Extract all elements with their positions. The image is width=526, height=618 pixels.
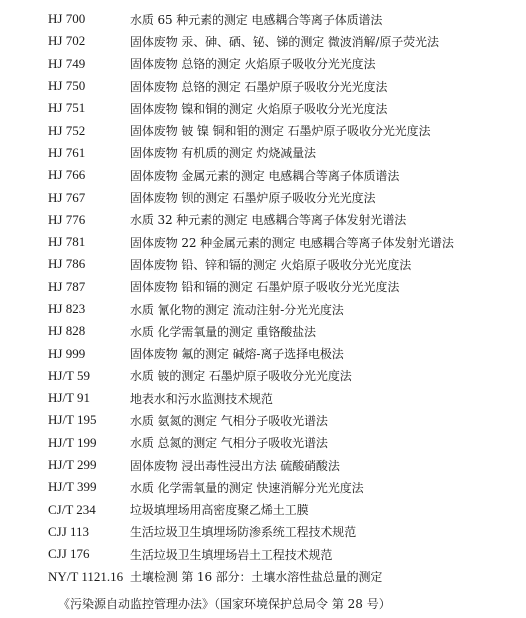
standard-code: HJ/T 199 bbox=[48, 434, 97, 450]
standard-row bbox=[0, 142, 526, 164]
standard-title: 水质 32 种元素的测定 电感耦合等离子体发射光谱法 bbox=[130, 213, 407, 228]
standard-code: CJJ 113 bbox=[48, 523, 90, 539]
standard-row bbox=[0, 231, 526, 253]
standard-row bbox=[0, 30, 526, 52]
standard-row bbox=[0, 543, 526, 565]
standard-row bbox=[0, 276, 526, 298]
standard-row bbox=[0, 432, 526, 454]
standard-code: HJ 828 bbox=[48, 323, 86, 339]
standard-code: CJ/T 234 bbox=[48, 501, 96, 517]
standards-list bbox=[0, 8, 526, 588]
standard-row bbox=[0, 53, 526, 75]
standard-row bbox=[0, 387, 526, 409]
standard-code: HJ/T 195 bbox=[48, 412, 97, 428]
standard-row bbox=[0, 476, 526, 498]
standard-code: HJ/T 59 bbox=[48, 367, 91, 383]
standard-title: 固体废物 镍和铜的测定 火焰原子吸收分光光度法 bbox=[130, 101, 388, 116]
standard-code: HJ/T 399 bbox=[48, 479, 97, 495]
standard-row bbox=[0, 454, 526, 476]
standard-title: 地表水和污水监测技术规范 bbox=[130, 391, 273, 406]
standard-title: 垃圾填埋场用高密度聚乙烯土工膜 bbox=[130, 503, 309, 518]
standard-title: 生活垃圾卫生填埋场防渗系统工程技术规范 bbox=[130, 525, 357, 540]
standard-title: 固体废物 金属元素的测定 电感耦合等离子体质谱法 bbox=[130, 168, 400, 183]
standard-title: 固体废物 铅和镉的测定 石墨炉原子吸收分光光度法 bbox=[130, 280, 400, 295]
standard-code: HJ 776 bbox=[48, 211, 86, 227]
standard-title: 水质 铍的测定 石墨炉原子吸收分光光度法 bbox=[130, 369, 352, 384]
standard-code: HJ 767 bbox=[48, 189, 86, 205]
standard-row bbox=[0, 320, 526, 342]
standard-title: 固体废物 有机质的测定 灼烧减量法 bbox=[130, 146, 316, 161]
standard-title: 固体废物 汞、砷、硒、铋、锑的测定 微波消解/原子荧光法 bbox=[130, 34, 439, 49]
standard-title: 固体废物 钡的测定 石墨炉原子吸收分光光度法 bbox=[130, 191, 376, 206]
standard-code: HJ 781 bbox=[48, 234, 86, 250]
standard-title: 固体废物 总铬的测定 火焰原子吸收分光光度法 bbox=[130, 57, 376, 72]
standard-title: 水质 氰化物的测定 流动注射-分光光度法 bbox=[130, 302, 344, 317]
standard-row bbox=[0, 499, 526, 521]
standard-code: HJ 752 bbox=[48, 122, 86, 138]
standard-code: HJ 750 bbox=[48, 78, 86, 94]
standard-code: CJJ 176 bbox=[48, 546, 90, 562]
standard-title: 固体废物 铍 镍 铜和钼的测定 石墨炉原子吸收分光光度法 bbox=[130, 124, 431, 139]
standard-code: HJ 999 bbox=[48, 345, 86, 361]
standard-title: 固体废物 铅、锌和镉的测定 火焰原子吸收分光光度法 bbox=[130, 257, 412, 272]
standard-row bbox=[0, 97, 526, 119]
standard-code: HJ 702 bbox=[48, 33, 86, 49]
standard-code: HJ 787 bbox=[48, 278, 86, 294]
standard-code: HJ 751 bbox=[48, 100, 86, 116]
standard-code: HJ/T 299 bbox=[48, 457, 97, 473]
standard-row bbox=[0, 8, 526, 30]
standard-row bbox=[0, 298, 526, 320]
standard-row bbox=[0, 75, 526, 97]
footer-regulation-title: 《污染源自动监控管理办法》（国家环境保护总局令 第 28 号） bbox=[58, 597, 391, 611]
standard-row bbox=[0, 253, 526, 275]
standard-row bbox=[0, 186, 526, 208]
standard-title: 水质 化学需氧量的测定 快速消解分光光度法 bbox=[130, 480, 364, 495]
standard-row bbox=[0, 409, 526, 431]
standard-code: HJ 823 bbox=[48, 301, 86, 316]
standard-title: 水质 氨氮的测定 气相分子吸收光谱法 bbox=[130, 413, 328, 428]
standard-code: HJ 700 bbox=[48, 11, 86, 27]
standard-title: 固体废物 浸出毒性浸出方法 硫酸硝酸法 bbox=[130, 458, 340, 473]
standard-title: 水质 化学需氧量的测定 重铬酸盐法 bbox=[130, 324, 316, 339]
standard-row bbox=[0, 521, 526, 543]
standard-title: 水质 总氮的测定 气相分子吸收光谱法 bbox=[130, 436, 328, 451]
standard-code: HJ/T 91 bbox=[48, 390, 91, 406]
standard-code: HJ 766 bbox=[48, 167, 86, 183]
standard-row bbox=[0, 119, 526, 141]
standard-row bbox=[0, 164, 526, 186]
standard-code: HJ 749 bbox=[48, 55, 86, 71]
standard-code: HJ 786 bbox=[48, 256, 86, 272]
standard-title: 土壤检测 第 16 部分：土壤水溶性盐总量的测定 bbox=[130, 570, 383, 585]
standard-title: 生活垃圾卫生填埋场岩土工程技术规范 bbox=[130, 547, 333, 562]
standard-row bbox=[0, 565, 526, 587]
standard-code: NY/T 1121.16 bbox=[48, 568, 124, 584]
standard-row bbox=[0, 365, 526, 387]
standard-title: 固体废物 总铬的测定 石墨炉原子吸收分光光度法 bbox=[130, 79, 388, 94]
standard-row bbox=[0, 342, 526, 364]
standard-title: 水质 65 种元素的测定 电感耦合等离子体质谱法 bbox=[130, 12, 383, 27]
standard-row bbox=[0, 209, 526, 231]
standard-title: 固体废物 氟的测定 碱熔-离子选择电极法 bbox=[130, 347, 344, 362]
standard-title: 固体废物 22 种金属元素的测定 电感耦合等离子体发射光谱法 bbox=[130, 235, 454, 250]
standard-code: HJ 761 bbox=[48, 144, 86, 160]
